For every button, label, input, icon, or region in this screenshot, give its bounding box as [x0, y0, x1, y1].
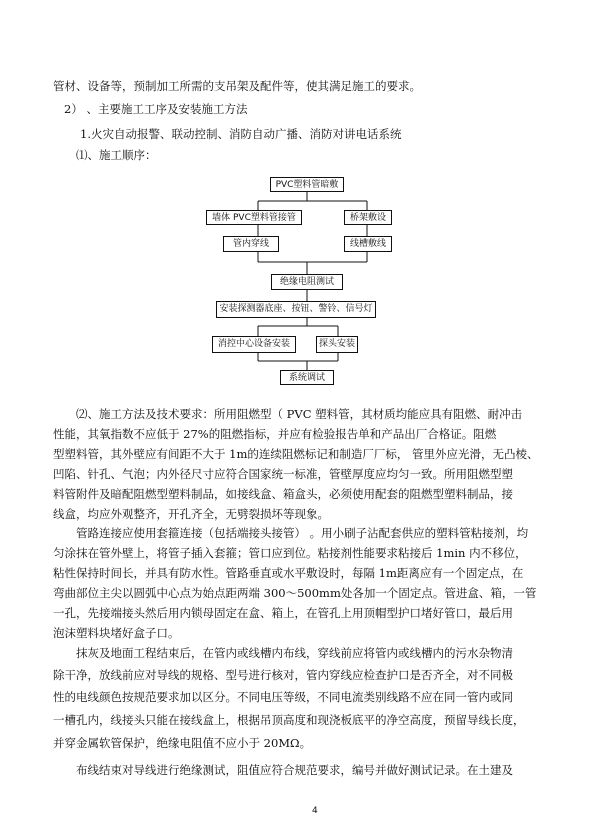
- text-line: 线盒，均应外观整齐，开孔齐全，无劈裂损坏等现象。: [53, 507, 329, 521]
- text-line: 管路连接应使用套箍连接（包括端接头接管） 。用小刷子沾配套供应的塑料管粘接剂，均: [76, 526, 529, 540]
- page-number: 4: [312, 806, 318, 816]
- text-line: 并穿金属软管保护，绝缘电阻值不应小于 20MΩ。: [53, 736, 312, 750]
- text-line: 除干净，放线前应对导线的规格、型号进行核对，管内穿线应检查护口是否齐全，对不同极: [53, 668, 513, 682]
- flow-step-trunking: 线槽敷线: [344, 236, 392, 252]
- text-line: 泡沫塑料块堵好盒子口。: [53, 626, 180, 640]
- flow-step-pvc-conduit: PVC塑料管暗敷: [270, 177, 344, 192]
- text-line: 管材、设备等，预制加工所需的支吊架及配件等，使其满足施工的要求。: [53, 79, 421, 93]
- section-heading: 2） 、主要施工工序及安装施工方法: [64, 102, 248, 116]
- text-line: 凹陷、针孔、气泡；内外径尺寸应符合国家统一标准，管壁厚度应均匀一致。所用阻燃型塑: [53, 467, 513, 481]
- flow-step-control-center: 消控中心设备安装: [212, 336, 296, 353]
- flow-step-insulation: 绝缘电阻测试: [271, 274, 343, 290]
- text-line: 一孔，先接端接头然后用内锁母固定在盒、箱上，在管孔上用顶帽型护口堵好管口，最后用: [53, 606, 513, 620]
- flow-step-wall-pvc: 墙体 PVC塑料管接管: [206, 210, 302, 225]
- subsection-heading: ⑴、施工顺序：: [76, 148, 157, 162]
- subsection-heading: 1.火灾自动报警、联动控制、消防自动广播、消防对讲电话系统: [80, 127, 402, 141]
- text-line: 一槽孔内，线接头只能在接线盒上，根据吊顶高度和现浇板底平的净空高度，预留导线长度，: [53, 713, 525, 727]
- text-line: 性能，其氧指数不应低于 27%的阻燃指标，并应有检验报告单和产品出厂合格证。阻燃: [53, 427, 497, 441]
- flow-step-install-devices: 安装探测器底座、按钮、警铃、信号灯: [216, 301, 376, 318]
- text-line: 粘性保持时间长，并具有防水性。管路垂直或水平敷设时，每隔 1m距离应有一个固定点，在: [53, 566, 524, 580]
- text-line: 弯曲部位主尖以圆弧中心点为始点距两端 300～500mm处各加一个固定点。管进盒、箱，一管: [53, 586, 537, 600]
- text-line: ⑵、施工方法及技术要求：所用阻燃型（ PVC 塑料管，其材质均能应具有阻燃、耐冲击: [76, 407, 523, 421]
- text-line: 型塑料管，其外壁应有间距不大于 1m的连续阻燃标记和制造厂厂标， 管里外应光滑，无凸棱、: [53, 447, 539, 461]
- flow-step-debug: 系统调试: [280, 370, 334, 385]
- flow-step-detector: 探头安装: [316, 336, 358, 353]
- flow-step-tray: 桥架敷设: [344, 210, 392, 225]
- flow-step-pull-wire: 管内穿线: [223, 236, 279, 252]
- text-line: 性的电线颜色按规范要求加以区分。不同电压等级，不同电流类别线路不应在同一管内或同: [53, 690, 513, 704]
- text-line: 布线结束对导线进行绝缘测试，阻值应符合规范要求，编号并做好测试记录。在土建及: [76, 763, 513, 777]
- text-line: 料管附件及暗配阻燃型塑料制品，如接线盒、箱盒头，必须使用配套的阻燃型塑料制品，接: [53, 487, 513, 501]
- text-line: 抹灰及地面工程结束后，在管内或线槽内布线，穿线前应将管内或线槽内的污水杂物清: [76, 646, 513, 660]
- text-line: 匀涂抹在管外壁上，将管子插入套箍；管口应到位。粘接剂性能要求粘接后 1min 内不移位，: [53, 546, 527, 560]
